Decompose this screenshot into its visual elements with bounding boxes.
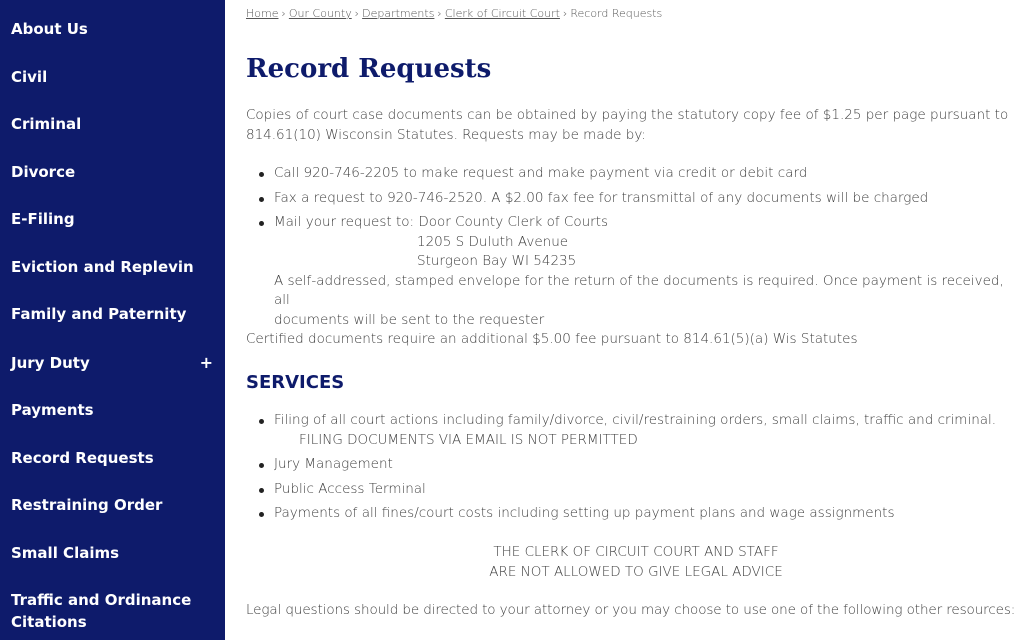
sidebar-item-label: Eviction and Replevin — [11, 258, 194, 276]
sidebar-item-label: Small Claims — [11, 544, 120, 562]
sidebar-item-label: Traffic and Ordinance Citations — [11, 591, 192, 631]
sidebar-item-label: Criminal — [11, 115, 82, 133]
service-note: FILING DOCUMENTS VIA EMAIL IS NOT PERMITTED — [299, 431, 638, 448]
notice-line: THE CLERK OF CIRCUIT COURT AND STAFF — [493, 544, 779, 560]
page-title: Record Requests — [246, 54, 492, 84]
sidebar-item-divorce[interactable] — [11, 161, 213, 183]
certified-text: Certified documents require an additional $5.00 fee pursuant to 814.61(5)(a) Wis Statutes — [246, 331, 858, 347]
intro-line: Copies of court case documents can be obtained by paying the statutory copy fee of $1.25 per page pursuant to — [246, 107, 1009, 123]
breadcrumb — [246, 7, 662, 20]
mail-line: Sturgeon Bay WI 54235 — [417, 253, 577, 269]
sidebar-item-label: Divorce — [11, 163, 76, 181]
intro-text — [246, 106, 1008, 145]
sidebar-item-small-claims[interactable] — [11, 542, 213, 564]
breadcrumb-link-clerk[interactable]: Clerk of Circuit Court — [444, 7, 560, 20]
breadcrumb-link-departments[interactable]: Departments — [362, 7, 435, 20]
breadcrumb-separator: › — [562, 7, 568, 20]
sidebar-item-label: About Us — [11, 20, 88, 38]
list-item: Jury Management — [274, 455, 996, 475]
sidebar-item-civil[interactable] — [11, 66, 213, 88]
sidebar-item-restraining-order[interactable] — [11, 494, 213, 516]
mail-note: documents will be sent to the requester — [274, 311, 545, 328]
breadcrumb-separator: › — [354, 7, 360, 20]
sidebar-item-label: Restraining Order — [11, 496, 163, 514]
mail-line: 1205 S Duluth Avenue — [417, 233, 569, 250]
sidebar-item-label: E-Filing — [11, 210, 75, 228]
sidebar-item-record-requests[interactable] — [11, 447, 213, 469]
list-item — [274, 411, 996, 450]
sidebar-item-criminal[interactable] — [11, 113, 213, 135]
list-item: Fax a request to 920-746-2520. A $2.00 fax fee for transmittal of any documents will be charged — [274, 189, 1014, 209]
list-item — [274, 213, 1014, 330]
sidebar-item-label: Family and Paternity — [11, 305, 187, 323]
list-item: Call 920-746-2205 to make request and make payment via credit or debit card — [274, 164, 1014, 184]
sidebar-item-label: Payments — [11, 401, 94, 419]
sidebar-nav — [0, 0, 225, 640]
sidebar-item-traffic-ordinance[interactable] — [11, 589, 213, 633]
services-list — [274, 411, 996, 524]
mail-note: A self-addressed, stamped envelope for the return of the documents is required. Once payment is received, all — [274, 272, 1004, 308]
sidebar-item-label: Civil — [11, 68, 48, 86]
breadcrumb-separator: › — [437, 7, 442, 20]
breadcrumb-link-home[interactable]: Home — [246, 7, 279, 20]
expand-icon[interactable]: + — [199, 353, 213, 372]
sidebar-item-about-us[interactable] — [11, 18, 213, 40]
service-text: Filing of all court actions including family/divorce, civil/restraining orders, small claims, traffic and criminal. — [274, 412, 997, 428]
notice-line: ARE NOT ALLOWED TO GIVE LEGAL ADVICE — [489, 563, 783, 580]
breadcrumb-separator: › — [281, 7, 286, 20]
list-item: Public Access Terminal — [274, 480, 996, 500]
sidebar-item-jury-duty[interactable] — [11, 352, 213, 374]
breadcrumb-current: Record Requests — [570, 7, 663, 20]
sidebar-item-e-filing[interactable] — [11, 208, 213, 230]
sidebar-item-payments[interactable] — [11, 399, 213, 421]
intro-line: 814.61(10) Wisconsin Statutes. Requests may be made by: — [246, 126, 646, 143]
list-item: Payments of all fines/court costs including setting up payment plans and wage assignments — [274, 504, 996, 524]
mail-line: Mail your request to: Door County Clerk of Courts — [274, 214, 609, 230]
legal-advice-notice — [246, 543, 1024, 582]
request-methods-list — [274, 164, 1014, 330]
sidebar-item-eviction-replevin[interactable] — [11, 256, 213, 278]
sidebar-item-family-paternity[interactable] — [11, 303, 213, 325]
breadcrumb-link-our-county[interactable]: Our County — [288, 7, 352, 20]
services-heading: SERVICES — [246, 372, 345, 393]
main-content — [246, 0, 1014, 640]
sidebar-item-label: Record Requests — [11, 449, 154, 467]
sidebar-item-label: Jury Duty — [11, 354, 90, 372]
legal-questions-text: Legal questions should be directed to your attorney or you may choose to use one of the following other resources: — [246, 602, 1016, 618]
